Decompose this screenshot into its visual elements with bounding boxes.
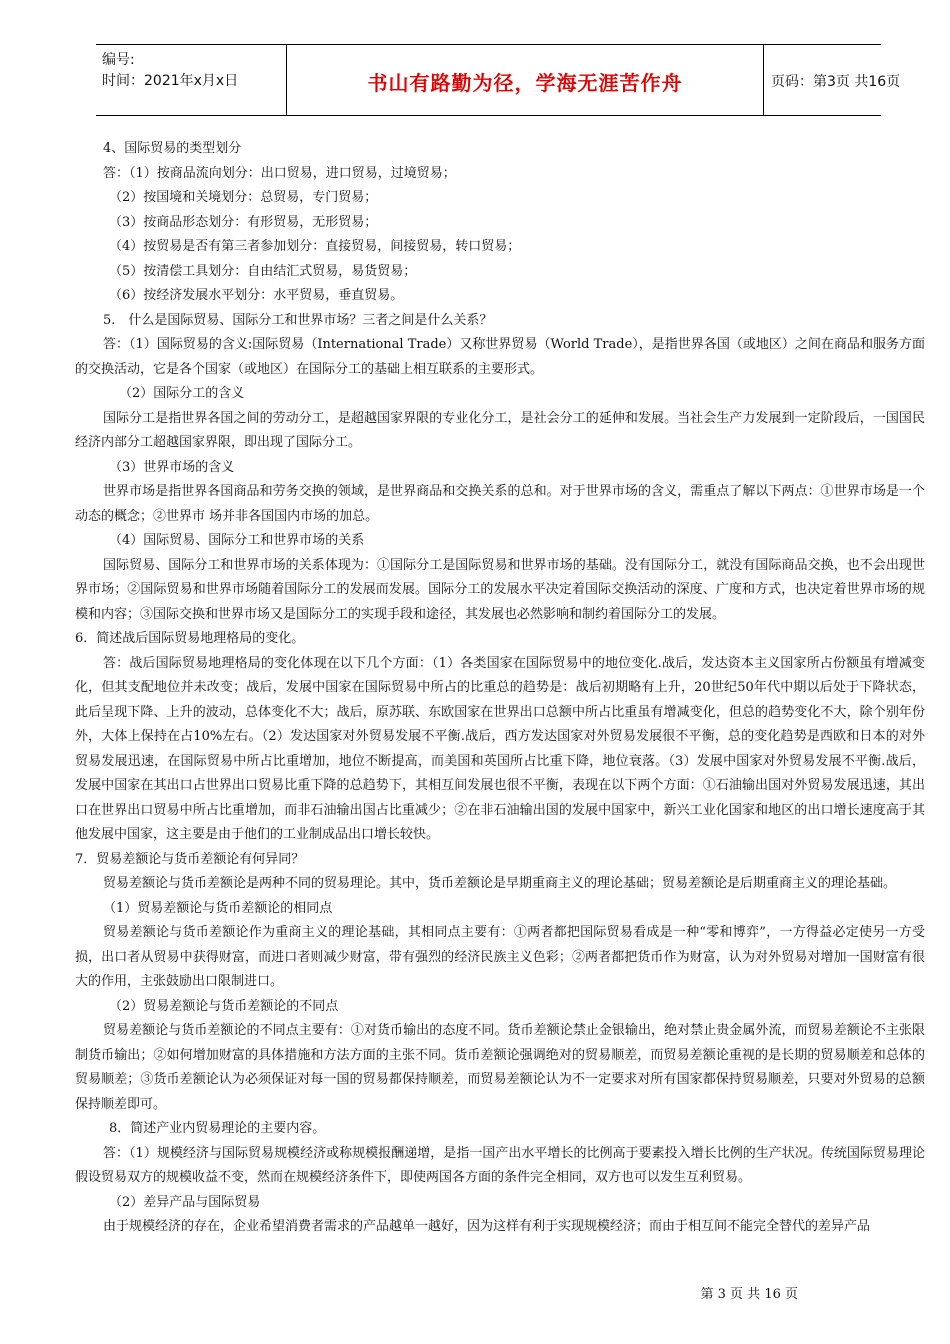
paragraph: 答：（1）规模经济与国际贸易规模经济或称规模报酬递增，是指一国产出水平增长的比例高于要素投入增长比例的生产状况。传统国际贸易理论假设贸易双方的规模收益不变，然而在规模经济条件下，即使两国各方面的条件完全相同，双方也可以发生互利贸易。 xyxy=(75,1145,925,1185)
header-page-number: 页码：第3页 共16页 xyxy=(771,74,901,90)
sub-heading: （4）国际贸易、国际分工和世界市场的关系 xyxy=(109,533,365,548)
paragraph: 世界市场是指世界各国商品和劳务交换的领域，是世界商品和交换关系的总和。对于世界市场的含义，需重点了解以下两点：①世界市场是一个动态的概念；②世界市 场并非各国国内市场的加总。 xyxy=(75,484,925,524)
section-heading: 4、国际贸易的类型划分 xyxy=(103,141,242,156)
document-number-label: 编号: xyxy=(102,52,135,68)
header-motto: 书山有路勤为径，学海无涯苦作舟 xyxy=(367,71,683,95)
sub-heading: （3）世界市场的含义 xyxy=(109,459,235,475)
document-header xyxy=(96,44,901,116)
sub-heading: （2）国际分工的含义 xyxy=(119,386,245,401)
paragraph: 答：（1）国际贸易的含义:国际贸易（International Trade）又称世界贸易（World Trade），是指世界各国（或地区）之间在商品和服务方面的交换活动，它是各个国家（或地区）在国际分工的基础上相互联系的主要形式。 xyxy=(75,337,925,377)
answer-line: 答：（1）按商品流向划分：出口贸易，进口贸易，过境贸易； xyxy=(103,165,456,181)
document-body xyxy=(75,137,925,1240)
paragraph: 贸易差额论与货币差额论的不同点主要有：①对货币输出的态度不同。货币差额论禁止金银输出，绝对禁止贵金属外流，而贸易差额论不主张限制货币输出；②如何增加财富的具体措施和方法方面的主张不同。货币差额论强调绝对的贸易顺差，而贸易差额论重视的是长期的贸易顺差和总体的贸易顺差；③货币差额论认为必须保证对每一国的贸易都保持顺差，而贸易差额论认为不一定要求对所有国家都保持贸易顺差，只要对外贸易的总额保持顺差即可。 xyxy=(75,1023,925,1112)
header-meta-cell xyxy=(96,45,286,115)
question-heading: 5. 什么是国际贸易、国际分工和世界市场？三者之间是什么关系？ xyxy=(103,312,493,328)
paragraph: 贸易差额论与货币差额论是两种不同的贸易理论。其中，货币差额论是早期重商主义的理论基础；贸易差额论是后期重商主义的理论基础。 xyxy=(103,876,897,891)
question-heading: 6．简述战后国际贸易地理格局的变化。 xyxy=(75,631,305,646)
answer-item: （6）按经济发展水平划分：水平贸易，垂直贸易。 xyxy=(109,288,404,303)
header-motto-cell xyxy=(286,45,764,115)
answer-item: （3）按商品形态划分：有形贸易，无形贸易； xyxy=(109,214,378,230)
paragraph: 答：战后国际贸易地理格局的变化体现在以下几个方面：（1）各类国家在国际贸易中的地位变化.战后，发达资本主义国家所占份额虽有增减变化，但其支配地位并未改变；战后，发展中国家在国际贸易中所占的比重总的趋势是：战后初期略有上升，20世纪50年代中期以后处于下降状态，此后呈现下降、上升的波动，总体变化不大；战后，原苏联、东欧国家在世界出口总额中所占比重虽有增减变化，但总的趋势变化不大，除个别年份外，大体上保持在占10%左右。（2）发达国家对外贸易发展不平衡.战后，西方发达国家对外贸易发展很不平衡，总的变化趋势是西欧和日本的对外贸易发展迅速，在国际贸易中所占比重增加，地位不断提高，而美国和英国所占比重下降，地位衰落。（3）发展中国家对外贸易发展不平衡.战后，发展中国家在其出口占世界出口贸易比重下降的总趋势下，其相互间发展也很不平衡，表现在以下两个方面：①石油输出国对外贸易发展迅速，其出口在世界出口贸易中所占比重增加，而非石油输出国占比重减少；②在非石油输出国的发展中国家中，新兴工业化国家和地区的出口增长速度高于其他发展中国家，这主要是由于他们的工业制成品出口增长较快。 xyxy=(75,655,925,842)
sub-heading: （2）差异产品与国际贸易 xyxy=(109,1194,261,1210)
paragraph: 国际贸易、国际分工和世界市场的关系体现为：①国际分工是国际贸易和世界市场的基础。没有国际分工，就没有国际商品交换，也不会出现世界市场；②国际贸易和世界市场随着国际分工的发展而发展。国际分工的发展水平决定着国际交换活动的深度、广度和方式，也决定着世界市场的规模和内容；③国际交换和世界市场又是国际分工的实现手段和途径，其发展也必然影响和制约着国际分工的发展。 xyxy=(75,557,925,622)
answer-item: （4）按贸易是否有第三者参加划分：直接贸易，间接贸易，转口贸易； xyxy=(109,239,521,254)
question-heading: 8．简述产业内贸易理论的主要内容。 xyxy=(109,1121,326,1136)
answer-item: （5）按清偿工具划分：自由结汇式贸易，易货贸易； xyxy=(109,263,417,279)
sub-heading: （1）贸易差额论与货币差额论的相同点 xyxy=(103,900,333,916)
sub-heading: （2）贸易差额论与货币差额论的不同点 xyxy=(109,998,339,1014)
paragraph: 由于规模经济的存在，企业希望消费者需求的产品越单一越好，因为这样有利于实现规模经济；而由于相互间不能完全替代的差异产品 xyxy=(103,1219,871,1234)
paragraph: 国际分工是指世界各国之间的劳动分工，是超越国家界限的专业化分工，是社会分工的延伸和发展。当社会生产力发展到一定阶段后，一国国民经济内部分工超越国家界限，即出现了国际分工。 xyxy=(75,410,925,450)
question-heading: 7．贸易差额论与货币差额论有何异同？ xyxy=(75,851,305,867)
page-footer: 第 3 页 共 16 页 xyxy=(700,1287,798,1302)
answer-item: （2）按国境和关境划分：总贸易，专门贸易； xyxy=(109,190,378,205)
header-page-cell xyxy=(763,45,901,115)
paragraph: 贸易差额论与货币差额论作为重商主义的理论基础，其相同点主要有：①两者都把国际贸易看成是一种“零和博弈”，一方得益必定使另一方受损，出口者从贸易中获得财富，而进口者则减少财富，带有强烈的经济民族主义色彩；②两者都把货币作为财富，认为对外贸易对增加一国财富有很大的作用，主张鼓励出口限制进口。 xyxy=(75,925,925,989)
document-time-label: 时间：2021年x月x日 xyxy=(102,73,239,89)
